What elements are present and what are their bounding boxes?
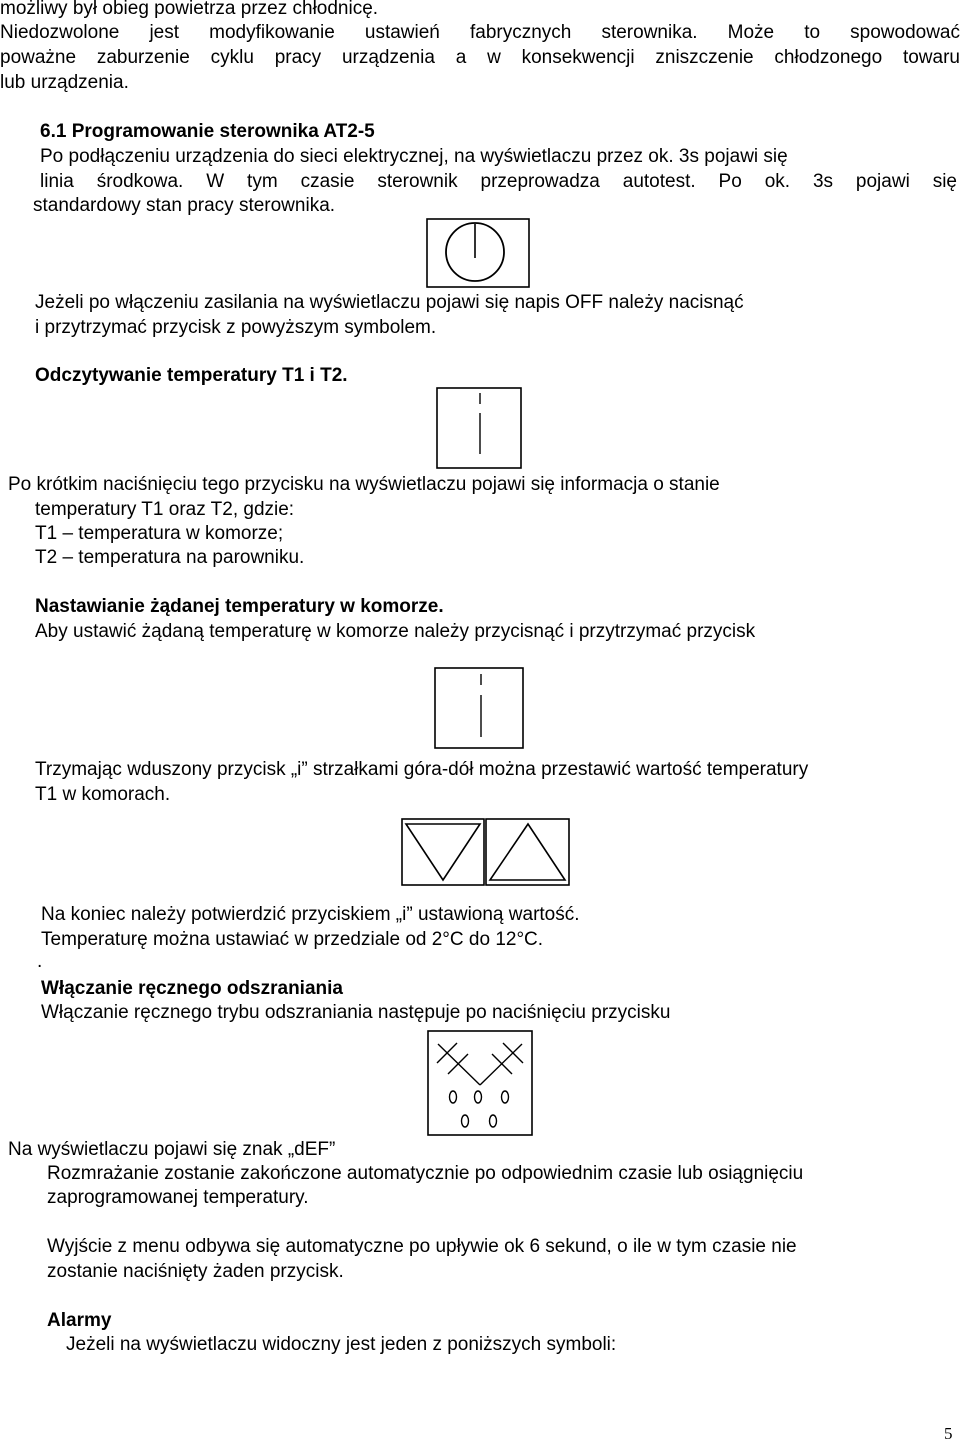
section-heading: Odczytywanie temperatury T1 i T2. — [35, 365, 348, 386]
text-line: standardowy stan pracy sterownika. — [33, 195, 336, 216]
text-line: Na koniec należy potwierdzić przyciskiem „i” ustawioną wartość. — [41, 904, 580, 925]
info-button-icon — [436, 387, 522, 469]
text-dot: . — [37, 951, 43, 972]
section-heading: 6.1 Programowanie sterownika AT2-5 — [40, 121, 375, 142]
section-heading: Alarmy — [47, 1310, 112, 1331]
text-line: Po krótkim naciśnięciu tego przycisku na wyświetlaczu pojawi się informacja o stanie — [8, 474, 720, 495]
text-line: Aby ustawić żądaną temperaturę w komorze należy przycisnąć i przytrzymać przycisk — [35, 621, 756, 642]
text-line: T2 – temperatura na parowniku. — [35, 547, 305, 568]
defrost-button-icon — [427, 1030, 533, 1136]
text-line: temperatury T1 oraz T2, gdzie: — [35, 499, 295, 520]
section-heading: Włączanie ręcznego odszraniania — [41, 978, 343, 999]
text-line: Jeżeli po włączeniu zasilania na wyświetlaczu pojawi się napis OFF należy nacisnąć — [35, 292, 744, 313]
text-line: i przytrzymać przycisk z powyższym symbolem. — [35, 317, 437, 338]
text-line: możliwy był obieg powietrza przez chłodnicę. — [0, 0, 379, 19]
arrow-up-button-icon — [485, 818, 570, 886]
info-button-icon — [434, 667, 524, 749]
text-line: poważne zaburzenie cyklu pracy urządzenia a w konsekwencji zniszczenie chłodzonego towaru — [0, 47, 960, 68]
power-button-icon — [426, 218, 530, 288]
text-line: Trzymając wduszony przycisk „i” strzałkami góra-dół można przestawić wartość temperatury — [35, 759, 809, 780]
text-line: Na wyświetlaczu pojawi się znak „dEF” — [8, 1139, 336, 1160]
text-line: T1 w komorach. — [35, 784, 171, 805]
text-line: Jeżeli na wyświetlaczu widoczny jest jeden z poniższych symboli: — [66, 1334, 617, 1355]
text-line: Wyjście z menu odbywa się automatyczne po upływie ok 6 sekund, o ile w tym czasie nie — [47, 1236, 797, 1257]
page-number: 5 — [944, 1424, 953, 1443]
text-line: T1 – temperatura w komorze; — [35, 523, 284, 544]
text-line: Po podłączeniu urządzenia do sieci elektrycznej, na wyświetlaczu przez ok. 3s pojawi się — [40, 146, 788, 167]
text-line: Temperaturę można ustawiać w przedziale od 2°C do 12°C. — [41, 929, 544, 950]
text-line: Niedozwolone jest modyfikowanie ustawień fabrycznych sterownika. Może to spowodować — [0, 22, 960, 43]
text-line: linia środkowa. W tym czasie sterownik przeprowadza autotest. Po ok. 3s pojawi się — [40, 171, 957, 192]
arrow-down-button-icon — [401, 818, 485, 886]
text-line: lub urządzenia. — [0, 72, 129, 93]
text-line: zostanie naciśnięty żaden przycisk. — [47, 1261, 344, 1282]
text-line: Włączanie ręcznego trybu odszraniania następuje po naciśnięciu przycisku — [41, 1002, 671, 1023]
text-line: zaprogramowanej temperatury. — [47, 1187, 309, 1208]
section-heading: Nastawianie żądanej temperatury w komorze. — [35, 596, 444, 617]
text-line: Rozmrażanie zostanie zakończone automatycznie po odpowiednim czasie lub osiągnięciu — [47, 1163, 804, 1184]
